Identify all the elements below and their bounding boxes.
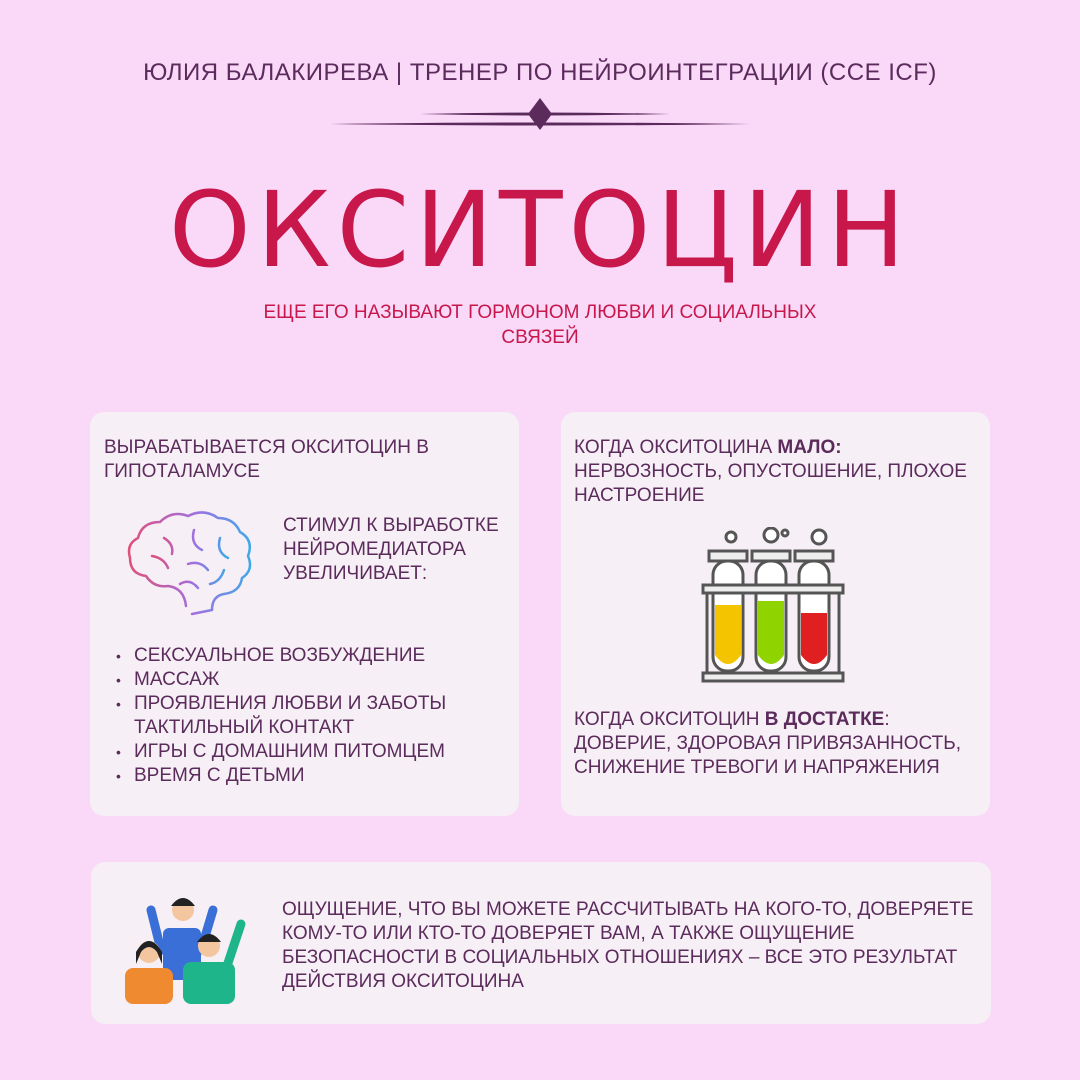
high-colon: : (884, 709, 890, 730)
high-bold: В ДОСТАТКЕ (764, 709, 885, 730)
stimulus-text: СТИМУЛ К ВЫРАБОТКЕ НЕЙРОМЕДИАТОРА УВЕЛИЧИВАЕТ: (283, 515, 499, 584)
brain-icon (124, 508, 256, 620)
test-tubes-icon (701, 527, 846, 687)
production-heading: ВЫРАБАТЫВАЕТСЯ ОКСИТОЦИН В ГИПОТАЛАМУСЕ (104, 437, 429, 482)
high-prefix: КОГДА ОКСИТОЦИН (574, 709, 765, 730)
low-level-text (574, 436, 974, 508)
list-item: • ПРОЯВЛЕНИЯ ЛЮБВИ И ЗАБОТЫ ТАКТИЛЬНЫЙ КОНТАКТ (104, 692, 514, 740)
list-item: • МАССАЖ (104, 668, 514, 692)
production-card (90, 412, 519, 816)
low-bold: МАЛО: (777, 437, 842, 458)
summary-text: ОЩУЩЕНИЕ, ЧТО ВЫ МОЖЕТЕ РАССЧИТЫВАТЬ НА КОГО-ТО, ДОВЕРЯЕТЕ КОМУ-ТО ИЛИ КТО-ТО ДОВЕРЯЕТ ВАМ, А ТАКЖЕ ОЩУЩЕНИЕ БЕЗОПАСНОСТИ В СОЦИАЛЬНЫХ ОТНОШЕНИЯХ – ВСЕ ЭТО РЕЗУЛЬТАТ ДЕЙСТВИЯ ОКСИТОЦИНА (282, 899, 974, 992)
list-item: • ВРЕМЯ С ДЕТЬМИ (104, 764, 514, 788)
high-level-text (574, 708, 974, 780)
author-header: ЮЛИЯ БАЛАКИРЕВА | ТРЕНЕР ПО НЕЙРОИНТЕГРАЦИИ (CCE ICF) (143, 59, 937, 86)
low-description: НЕРВОЗНОСТЬ, ОПУСТОШЕНИЕ, ПЛОХОЕ НАСТРОЕНИЕ (574, 461, 967, 506)
summary-card (91, 862, 991, 1024)
list-item: • ИГРЫ С ДОМАШНИМ ПИТОМЦЕМ (104, 740, 514, 764)
subtitle: ЕЩЕ ЕГО НАЗЫВАЮТ ГОРМОНОМ ЛЮБВИ И СОЦИАЛЬНЫХ СВЯЗЕЙ (263, 302, 817, 348)
levels-card (561, 412, 990, 816)
page-title: ОКСИТОЦИН (168, 169, 912, 291)
stimulus-list (104, 644, 514, 788)
high-description: ДОВЕРИЕ, ЗДОРОВАЯ ПРИВЯЗАННОСТЬ, СНИЖЕНИЕ ТРЕВОГИ И НАПРЯЖЕНИЯ (574, 733, 961, 778)
divider-ornament-icon (330, 98, 750, 132)
list-item: • СЕКСУАЛЬНОЕ ВОЗБУЖДЕНИЕ (104, 644, 514, 668)
low-prefix: КОГДА ОКСИТОЦИНА (574, 437, 778, 458)
happy-people-icon (121, 880, 251, 1005)
